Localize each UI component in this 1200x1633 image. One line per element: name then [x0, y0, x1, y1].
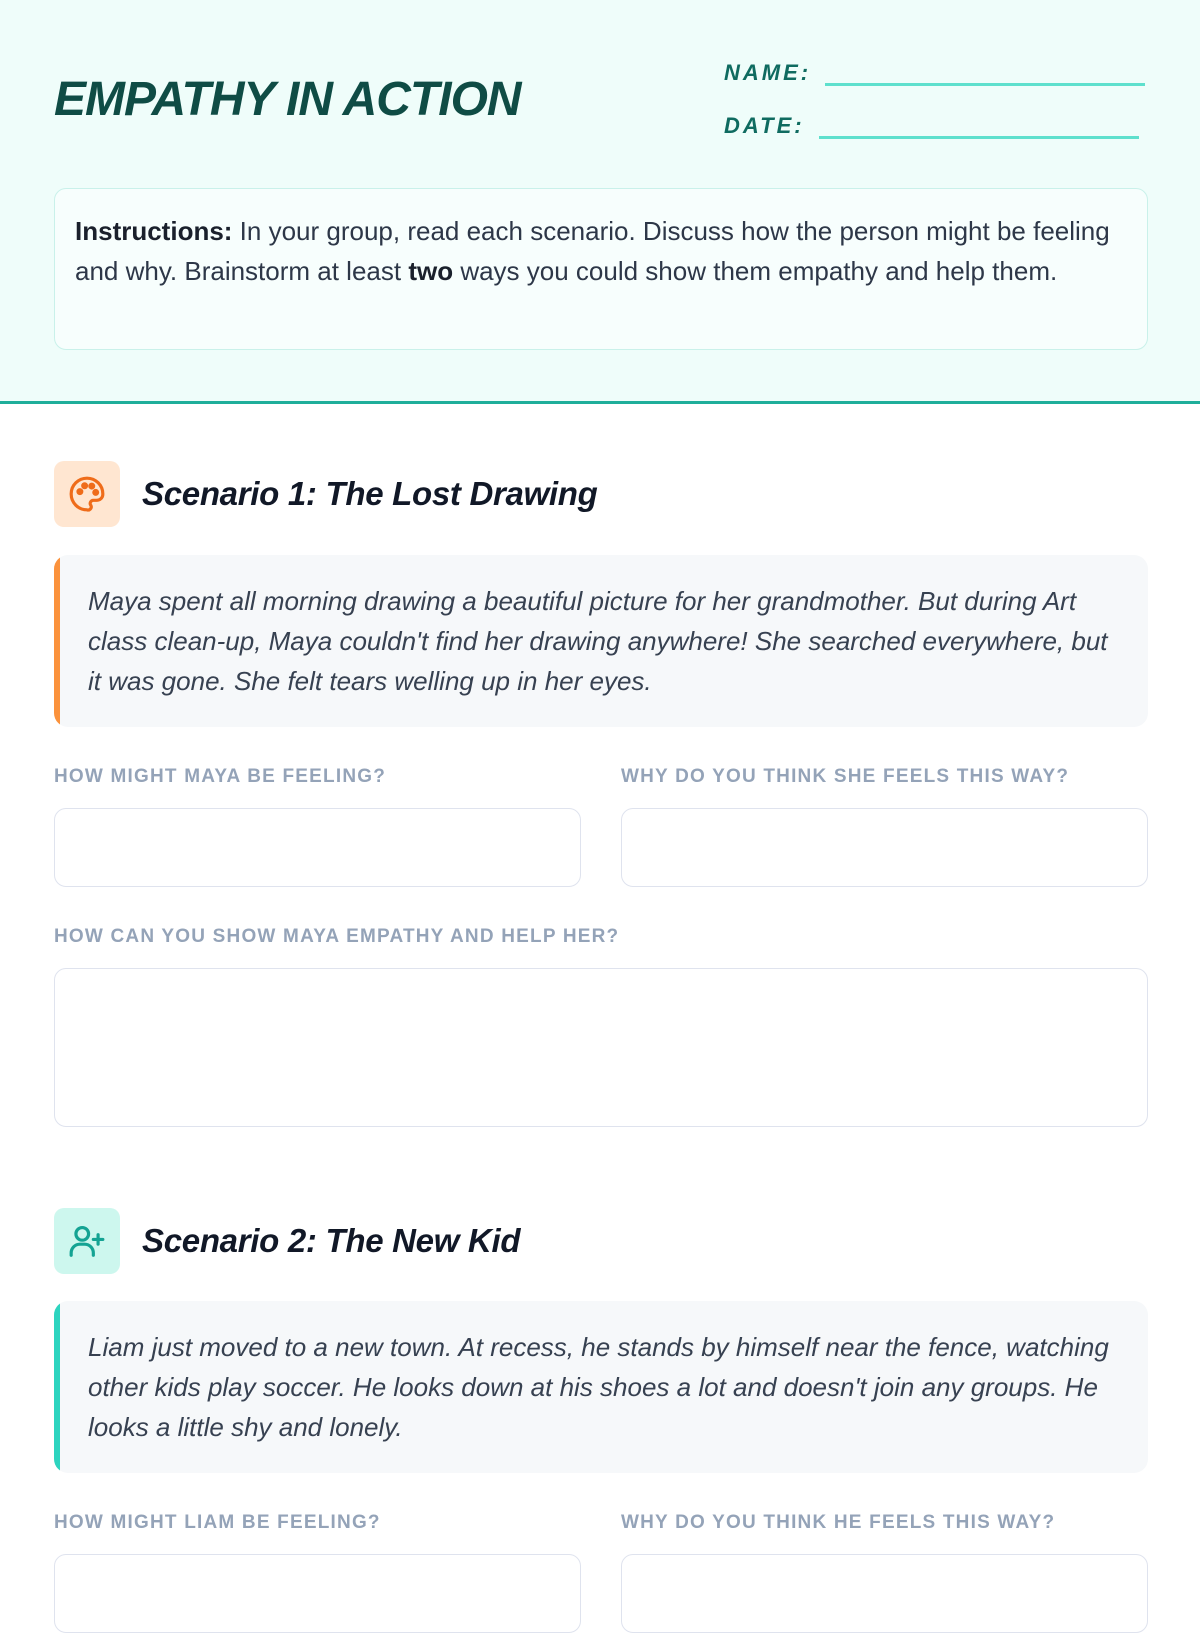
scenario-2-story-text: Liam just moved to a new town. At recess, he stands by himself near the fence, watching other kids play soccer. He looks down at his shoes a lot and doesn't join any groups. He looks a little shy and lonely. — [88, 1332, 1109, 1442]
worksheet-title: EMPATHY IN ACTION — [54, 73, 521, 126]
instructions-box — [54, 188, 1148, 350]
scenario-2-why-label: WHY DO YOU THINK HE FEELS THIS WAY? — [621, 1512, 1056, 1533]
name-field — [724, 60, 1145, 86]
name-input-line[interactable] — [825, 82, 1145, 86]
scenario-2-title: Scenario 2: The New Kid — [142, 1222, 521, 1259]
instructions-lead: Instructions: — [75, 216, 233, 246]
date-field — [724, 113, 1139, 139]
scenario-1-icon-box — [54, 461, 120, 527]
scenario-1-why-answer[interactable] — [621, 808, 1148, 887]
scenario-2-why-answer[interactable] — [621, 1554, 1148, 1633]
user-plus-icon — [68, 1222, 106, 1260]
scenario-1-feeling-label: HOW MIGHT MAYA BE FEELING? — [54, 766, 387, 787]
palette-icon — [68, 475, 106, 513]
scenario-1-story-text: Maya spent all morning drawing a beautiful picture for her grandmother. But during Art class clean-up, Maya couldn't find her drawing anywhere! She searched everywhere, but it was gone. She felt tears welling up in her eyes. — [88, 586, 1108, 696]
instructions-emphasis: two — [408, 256, 454, 286]
worksheet-header — [0, 0, 1200, 404]
scenario-1-title: Scenario 1: The Lost Drawing — [142, 475, 598, 512]
scenario-2-story — [54, 1301, 1148, 1473]
date-input-line[interactable] — [819, 135, 1139, 139]
instructions-text-1: In your group, read each scenario. Discuss how the person might be feeling and why. Brainstorm at least — [75, 216, 1110, 286]
scenario-1-help-answer[interactable] — [54, 968, 1148, 1127]
scenario-1-help-label: HOW CAN YOU SHOW MAYA EMPATHY AND HELP HER? — [54, 926, 620, 947]
date-label: DATE: — [724, 113, 805, 138]
scenario-1-why-label: WHY DO YOU THINK SHE FEELS THIS WAY? — [621, 766, 1070, 787]
scenario-2-feeling-answer[interactable] — [54, 1554, 581, 1633]
scenario-1-feeling-answer[interactable] — [54, 808, 581, 887]
scenario-1-story — [54, 555, 1148, 727]
scenario-2-header — [54, 1208, 520, 1274]
scenario-2-accent-bar — [54, 1301, 60, 1473]
scenario-1-header — [54, 461, 598, 527]
instructions-text-2: ways you could show them empathy and help them. — [453, 256, 1058, 286]
scenario-2-feeling-label: HOW MIGHT LIAM BE FEELING? — [54, 1512, 381, 1533]
name-label: NAME: — [724, 60, 812, 85]
scenario-2-icon-box — [54, 1208, 120, 1274]
scenario-1-accent-bar — [54, 555, 60, 727]
